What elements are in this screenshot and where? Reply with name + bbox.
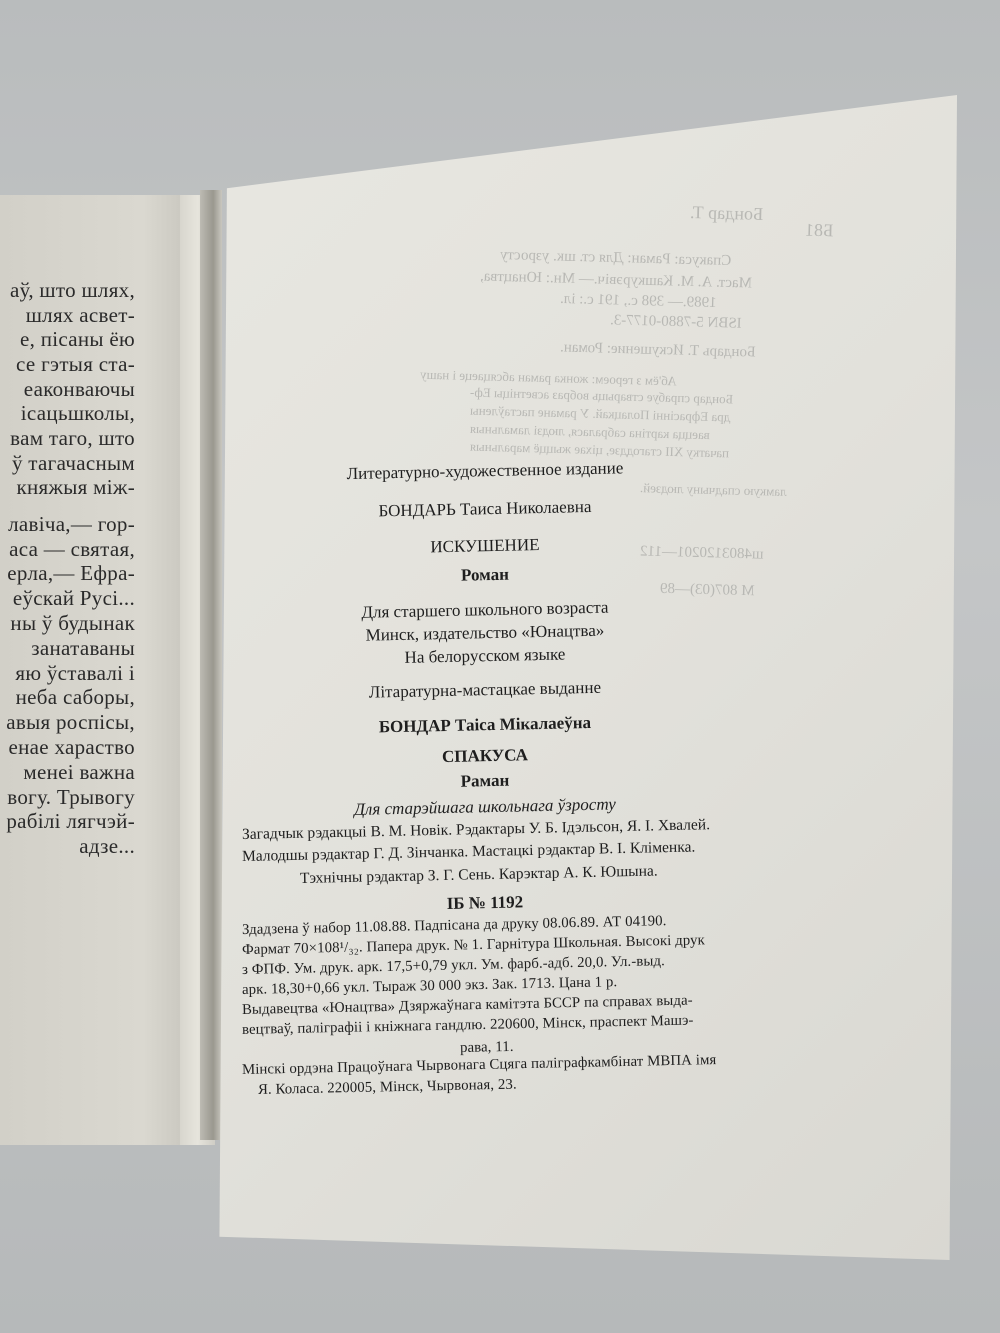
ghost-text-line: Аб'ём з героем: жонка раман абсяцаеце і нашу: [419, 366, 677, 389]
be-author: БОНДАР Таіса Мікалаеўна: [378, 712, 592, 737]
book-spine: [200, 190, 222, 1140]
left-page-line: неба саборы,: [15, 685, 135, 709]
left-page-line: енае хараство: [8, 735, 135, 759]
ru-audience: Для старшего школьного возраста: [361, 597, 609, 622]
imprint-line: Я. Коласа. 220005, Мінск, Чырвоная, 23.: [257, 1076, 517, 1098]
left-page-line: ісацьшколы,: [20, 401, 135, 425]
imprint-line: з ФПФ. Ум. друк. арк. 17,5+0,79 укл. Ум. фарб.-адб. 20,0. Ул.-выд.: [241, 953, 666, 978]
ghost-text-line: ваецца картіна сабралася, людзі ламальныя: [469, 420, 710, 443]
left-page-line: яю ўставалі і: [15, 661, 135, 685]
imprint-line: Здадзена ў набор 11.08.88. Падпісана да друку 08.06.89. АТ 04190.: [241, 913, 667, 938]
left-page-line: лавіча,— гор-: [8, 512, 135, 536]
ghost-text-line: ш4803120201—112: [639, 543, 764, 563]
ghost-text-line: ISBN 5-7880-0177-3.: [609, 312, 742, 332]
left-page: [0, 195, 205, 1145]
left-page-line: вогу. Трывогу: [7, 785, 135, 809]
be-audience: Для старэйшага школьнага ўзросту: [353, 794, 616, 819]
left-page-line: вам таго, што: [10, 426, 135, 450]
ghost-text-line: М 807(03)—89: [659, 580, 755, 600]
ghost-text-line: Бондар Т.: [689, 202, 764, 224]
ghost-text-line: Б81: [804, 219, 834, 241]
left-page-line: е, пісаны ёю: [20, 327, 135, 351]
ru-publisher: Минск, издательство «Юнацтва»: [365, 620, 605, 645]
left-page-line: адзе...: [79, 834, 135, 858]
imprint-line: Выдавецтва «Юнацтва» Дзяржаўнага камітэта БССР па справах выда-: [241, 992, 693, 1018]
left-page-line: рабілі лягчэй-: [6, 809, 135, 833]
ru-language: На белорусском языке: [404, 644, 566, 667]
imprint-line: Мінскі ордэна Працоўнага Чырвонага Сцяга паліграфкамбінат МВПА імя: [241, 1052, 717, 1078]
left-page-line: княжыя між-: [16, 475, 135, 499]
left-page-line: ў тагачасным: [11, 451, 135, 475]
ghost-text-line: Спакуса: Раман: Для ст. шк. узросту: [499, 246, 732, 270]
left-page-line: занатаваны: [31, 636, 135, 660]
left-page-line: еўскай Русі...: [12, 586, 135, 610]
ghost-text-line: Маст. А. М. Кашкурэвіч.— Мн.: Юнацтва,: [479, 268, 753, 292]
imprint-line: рава, 11.: [459, 1038, 514, 1056]
ghost-text-line: дра Ефрасінні Полацкай. У рамане пастаўлены: [469, 402, 731, 425]
ghost-text-line: 1989.— 398 с., 191 с.: іл.: [559, 290, 717, 312]
editors-line: Тэхнічны рэдактар З. Г. Сень. Карэктар А. К. Юшына.: [299, 862, 658, 887]
ru-title: ИСКУШЕНИЕ: [430, 535, 540, 557]
left-page-line: ерла,— Ефра-: [7, 561, 135, 585]
imprint-line: Фармат 70×108¹/₃₂. Папера друк. № 1. Гарнітура Школьная. Высокі друк: [241, 932, 706, 958]
imprint-line: вецтваў, паліграфіі і кніжнага гандлю. 220600, Мінск, праспект Машэ-: [241, 1012, 694, 1038]
ru-genre: Роман: [460, 564, 510, 585]
ghost-text-line: ламкую спадчыну людзей.: [639, 480, 787, 499]
be-edition-heading: Літаратурна-мастацкае выданне: [368, 677, 602, 702]
left-page-line: се гэтыя ста-: [16, 352, 135, 376]
ghost-text-line: пачатку XII стагоддзе, ціхае жыццё маральныя: [469, 438, 730, 461]
left-page-line: ны ў будынак: [10, 611, 135, 635]
left-page-line: аў, што шлях,: [10, 278, 135, 302]
left-page-line: менеі важна: [23, 760, 135, 784]
ru-author: БОНДАРЬ Таиса Николаевна: [378, 496, 592, 521]
ru-edition-heading: Литературно-художественное издание: [346, 458, 624, 484]
ghost-text-line: Бондарь Т. Искушение: Роман.: [559, 339, 756, 361]
imprint-line: арк. 18,30+0,66 укл. Тыраж 30 000 экз. Зак. 1713. Цана 1 р.: [241, 974, 618, 998]
ib-number: ІБ № 1192: [446, 892, 524, 913]
ghost-text-line: Бондар спрабуе стварыць вобраз асветніцы Еф-: [469, 384, 734, 407]
editors-line: Загадчык рэдакцыі В. М. Новік. Рэдактары У. Б. Ідэльсон, Я. І. Хвалей.: [241, 816, 711, 843]
be-genre: Раман: [460, 770, 510, 791]
left-page-line: аса — святая,: [9, 537, 135, 561]
left-page-line: авыя роспісы,: [6, 710, 135, 734]
be-title: СПАКУСА: [441, 745, 529, 767]
editors-line: Малодшы рэдактар Г. Д. Зінчанка. Мастацкі рэдактар В. І. Кліменка.: [241, 838, 696, 865]
left-page-line: еаконваючы: [23, 377, 135, 401]
left-page-line: шлях асвет-: [25, 303, 135, 327]
